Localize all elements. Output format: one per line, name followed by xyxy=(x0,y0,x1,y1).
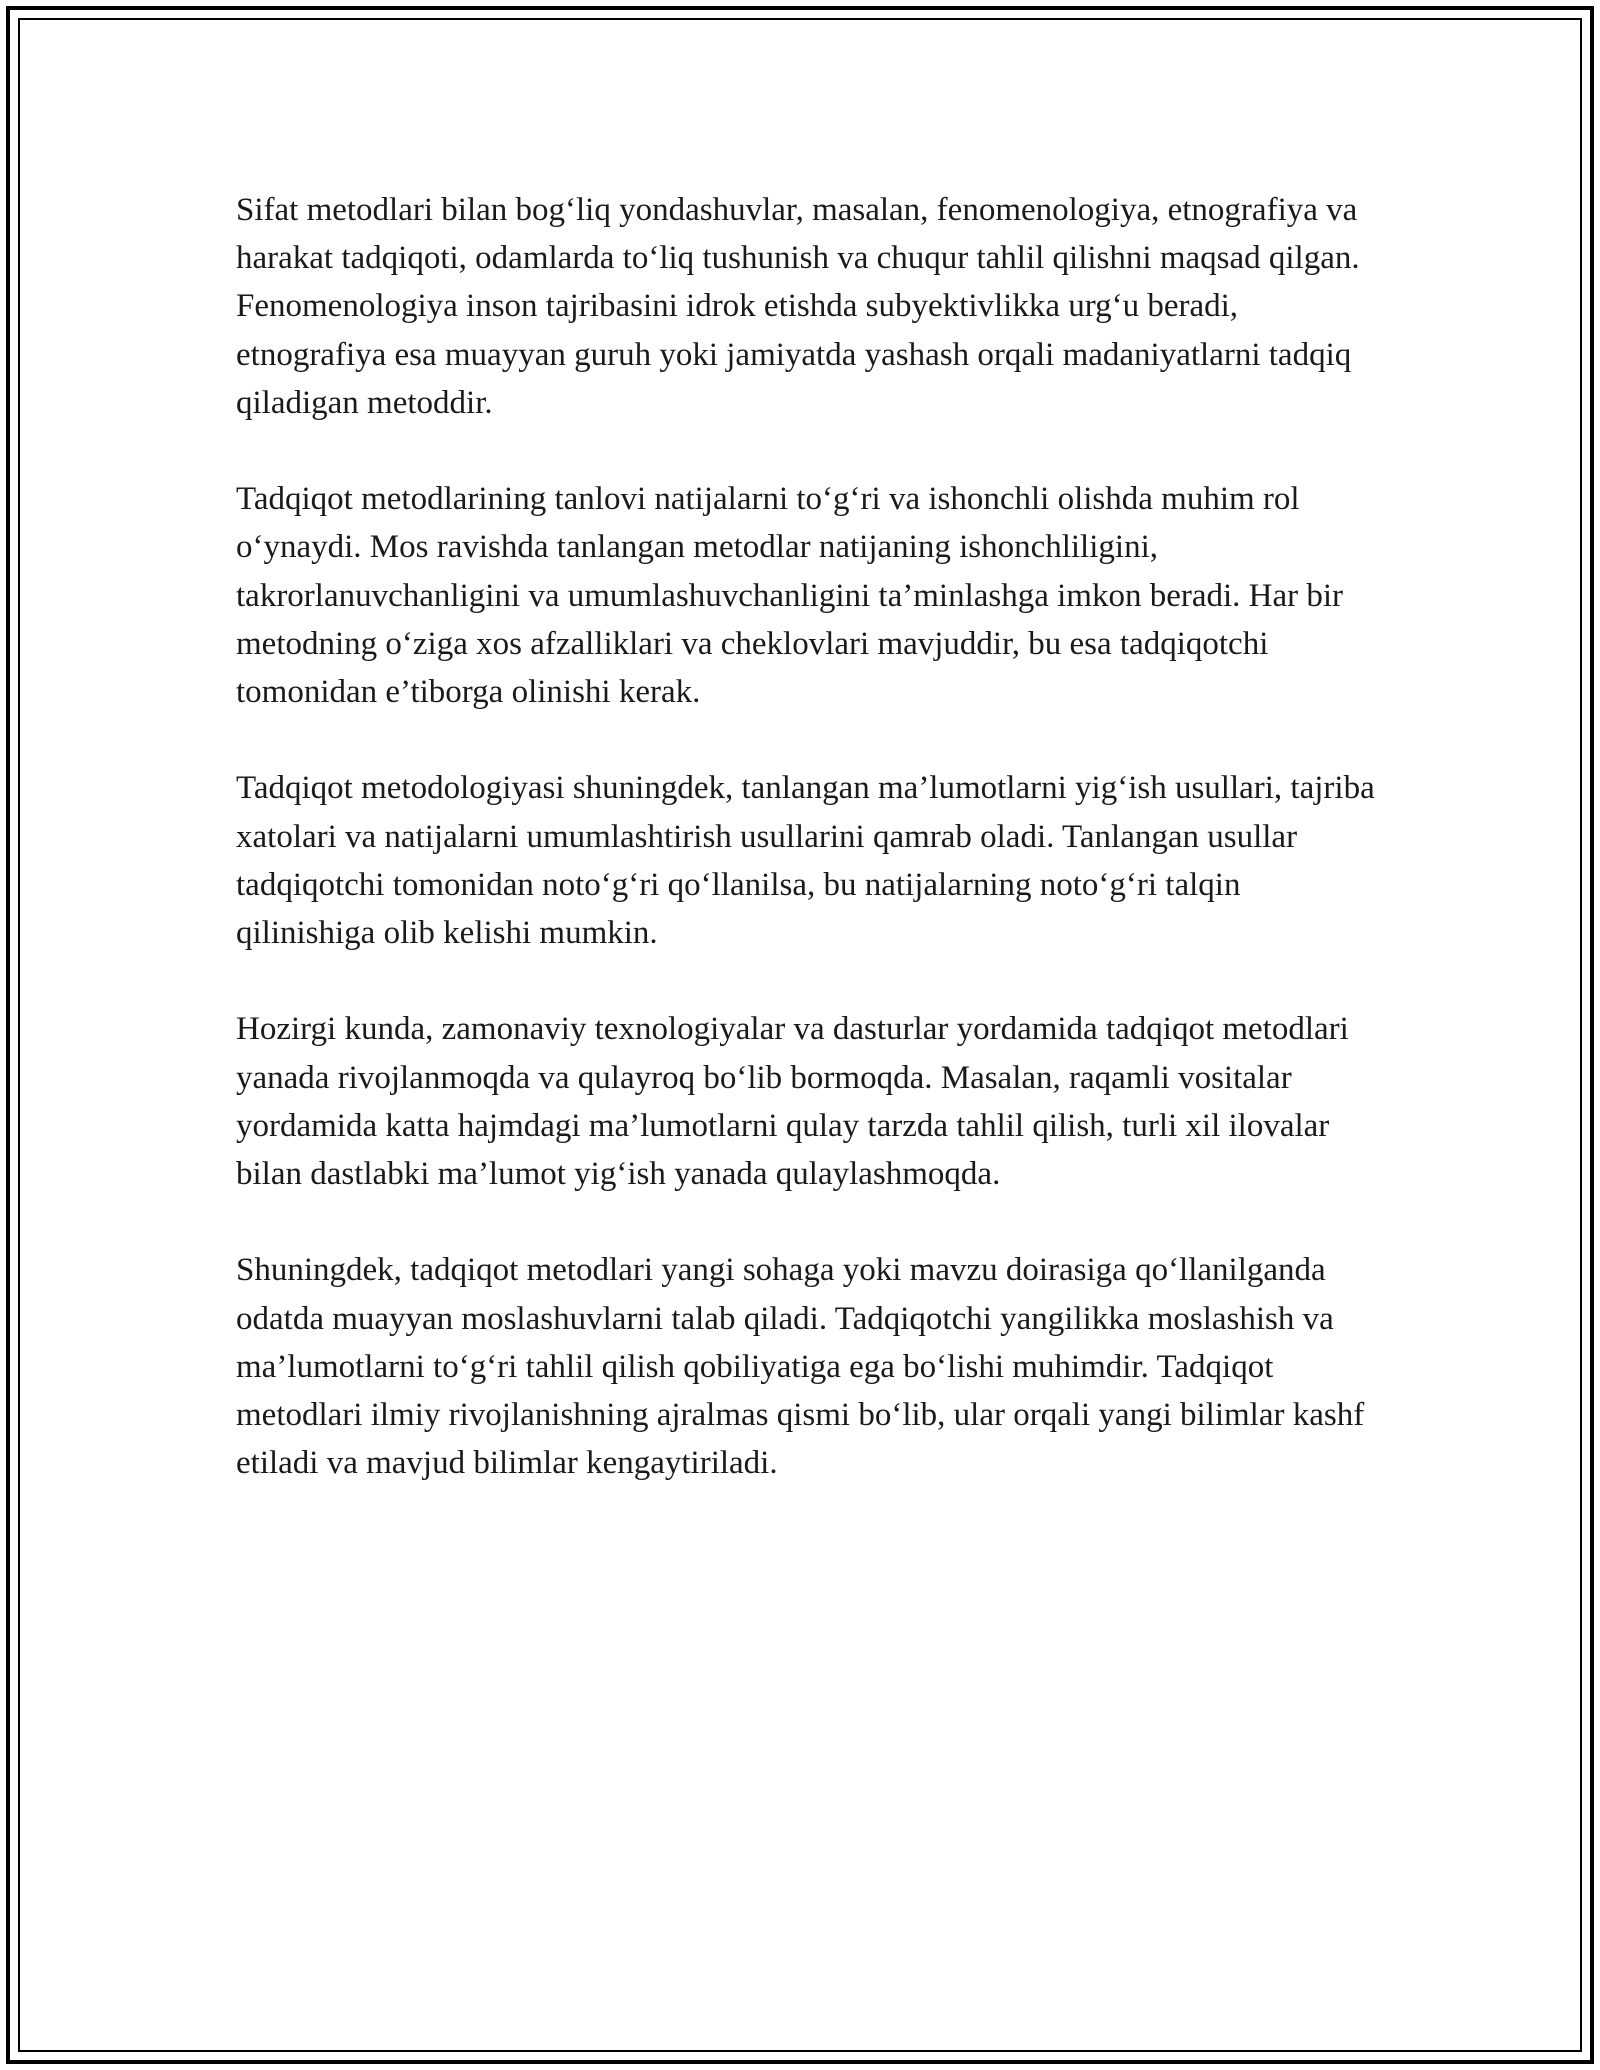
paragraph-1: Sifat metodlari bilan bog‘liq yondashuvlar, masalan, fenomenologiya, etnografiya va harakat tadqiqoti, odamlarda to‘liq tushunish va chuqur tahlil qilishni maqsad qilgan. Fenomenologiya inson tajribasini idrok etishda subyektivlikka urg‘u beradi, etnografiya esa muayyan guruh yoki jamiyatda yashash orqali madaniyatlarni tadqiq qiladigan metoddir. xyxy=(236,192,1360,421)
paragraph-5: Shuningdek, tadqiqot metodlari yangi sohaga yoki mavzu doirasiga qo‘llanilganda odatda muayyan moslashuvlarni talab qiladi. Tadqiqotchi yangilikka moslashish va ma’lumotlarni to‘g‘ri tahlil qilish qobiliyatiga ega bo‘lishi muhimdir. Tadqiqot metodlari ilmiy rivojlanishning ajralmas qismi bo‘lib, ular orqali yangi bilimlar kashf etiladi va mavjud bilimlar kengaytiriladi. xyxy=(236,1252,1365,1482)
paragraph-3: Tadqiqot metodologiyasi shuningdek, tanlangan ma’lumotlarni yig‘ish usullari, tajriba xatolari va natijalarni umumlashtirish usullarini qamrab oladi. Tanlangan usullar tadqiqotchi tomonidan noto‘g‘ri qo‘llanilsa, bu natijalarning noto‘g‘ri talqin qilinishiga olib kelishi mumkin. xyxy=(236,770,1375,952)
paragraph-4: Hozirgi kunda, zamonaviy texnologiyalar va dasturlar yordamida tadqiqot metodlari yanada rivojlanmoqda va qulayroq bo‘lib bormoqda. Masalan, raqamli vositalar yordamida katta hajmdagi ma’lumotlarni qulay tarzda tahlil qilish, turli xil ilovalar bilan dastlabki ma’lumot yig‘ish yanada qulaylashmoqda. xyxy=(236,1011,1349,1193)
document-body xyxy=(236,186,1376,1536)
paragraph-2: Tadqiqot metodlarining tanlovi natijalarni to‘g‘ri va ishonchli olishda muhim rol o‘ynaydi. Mos ravishda tanlangan metodlar natijaning ishonchliligini, takrorlanuvchanligini va umumlashuvchanligini ta’minlashga imkon beradi. Har bir metodning o‘ziga xos afzalliklari va cheklovlari mavjuddir, bu esa tadqiqotchi tomonidan e’tiborga olinishi kerak. xyxy=(236,481,1344,711)
